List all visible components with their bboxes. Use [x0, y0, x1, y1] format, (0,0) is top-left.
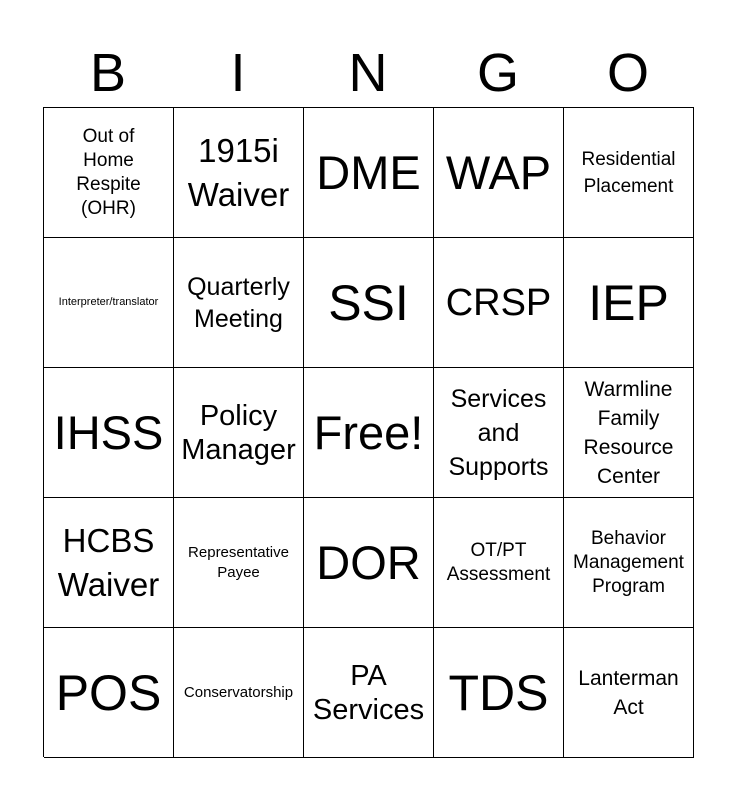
- cell-label: OT/PT Assessment: [446, 539, 551, 585]
- cell-label: Lanterman Act: [578, 666, 679, 719]
- bingo-cell[interactable]: [174, 368, 304, 498]
- header-letter-n: N: [348, 43, 388, 103]
- bingo-cell[interactable]: [434, 628, 564, 758]
- cell-label: Out of Home Respite (OHR): [76, 125, 141, 219]
- cell-label: Conservatorship: [183, 684, 294, 701]
- cell-label: Policy Manager: [181, 399, 296, 466]
- bingo-cell[interactable]: [44, 498, 174, 628]
- bingo-cell[interactable]: [304, 498, 434, 628]
- bingo-cell[interactable]: [304, 628, 434, 758]
- bingo-cell[interactable]: [564, 368, 694, 498]
- cell-label: IHSS: [53, 405, 164, 459]
- header-letter-i: I: [230, 43, 246, 103]
- cell-label: Warmline Family Resource Center: [583, 377, 674, 488]
- cell-label: CRSP: [445, 281, 552, 324]
- cell-label: Behavior Management Program: [573, 527, 684, 597]
- cell-label: Interpreter/translator: [58, 296, 159, 308]
- bingo-cell[interactable]: [564, 628, 694, 758]
- cell-label: WAP: [445, 145, 552, 199]
- header-letter-g: G: [476, 43, 519, 103]
- cell-label: DOR: [316, 535, 421, 589]
- bingo-cell[interactable]: [44, 628, 174, 758]
- header-letter-o: O: [606, 43, 649, 103]
- bingo-cell[interactable]: [564, 238, 694, 368]
- bingo-cell[interactable]: [44, 368, 174, 498]
- bingo-cell[interactable]: [564, 108, 694, 238]
- cell-label: Services and Supports: [448, 384, 549, 481]
- bingo-cell[interactable]: [174, 108, 304, 238]
- cell-label: Free!: [313, 405, 424, 459]
- bingo-cell[interactable]: [304, 238, 434, 368]
- bingo-cell[interactable]: [434, 238, 564, 368]
- cell-label: SSI: [328, 274, 409, 331]
- cell-label: TDS: [448, 664, 549, 721]
- bingo-cell[interactable]: [434, 498, 564, 628]
- bingo-cell[interactable]: [174, 628, 304, 758]
- cell-label: DME: [316, 145, 421, 199]
- cell-label: 1915i Waiver: [187, 131, 290, 213]
- header-letter-b: B: [89, 43, 127, 103]
- bingo-cell[interactable]: [434, 368, 564, 498]
- bingo-cell[interactable]: [564, 498, 694, 628]
- bingo-board: [43, 107, 694, 757]
- cell-label: HCBS Waiver: [57, 521, 160, 603]
- cell-label: Residential Placement: [581, 148, 676, 197]
- cell-label: Quarterly Meeting: [187, 272, 290, 333]
- bingo-cell[interactable]: [304, 108, 434, 238]
- bingo-cell[interactable]: [44, 108, 174, 238]
- bingo-header: [43, 40, 693, 106]
- cell-label: Representative Payee: [188, 543, 289, 581]
- bingo-cell[interactable]: [434, 108, 564, 238]
- bingo-cell[interactable]: [174, 498, 304, 628]
- cell-label: IEP: [588, 274, 669, 331]
- bingo-cell[interactable]: [174, 238, 304, 368]
- bingo-cell[interactable]: [304, 368, 434, 498]
- cell-label: POS: [55, 664, 162, 721]
- cell-label: PA Services: [312, 659, 425, 726]
- bingo-cell[interactable]: [44, 238, 174, 368]
